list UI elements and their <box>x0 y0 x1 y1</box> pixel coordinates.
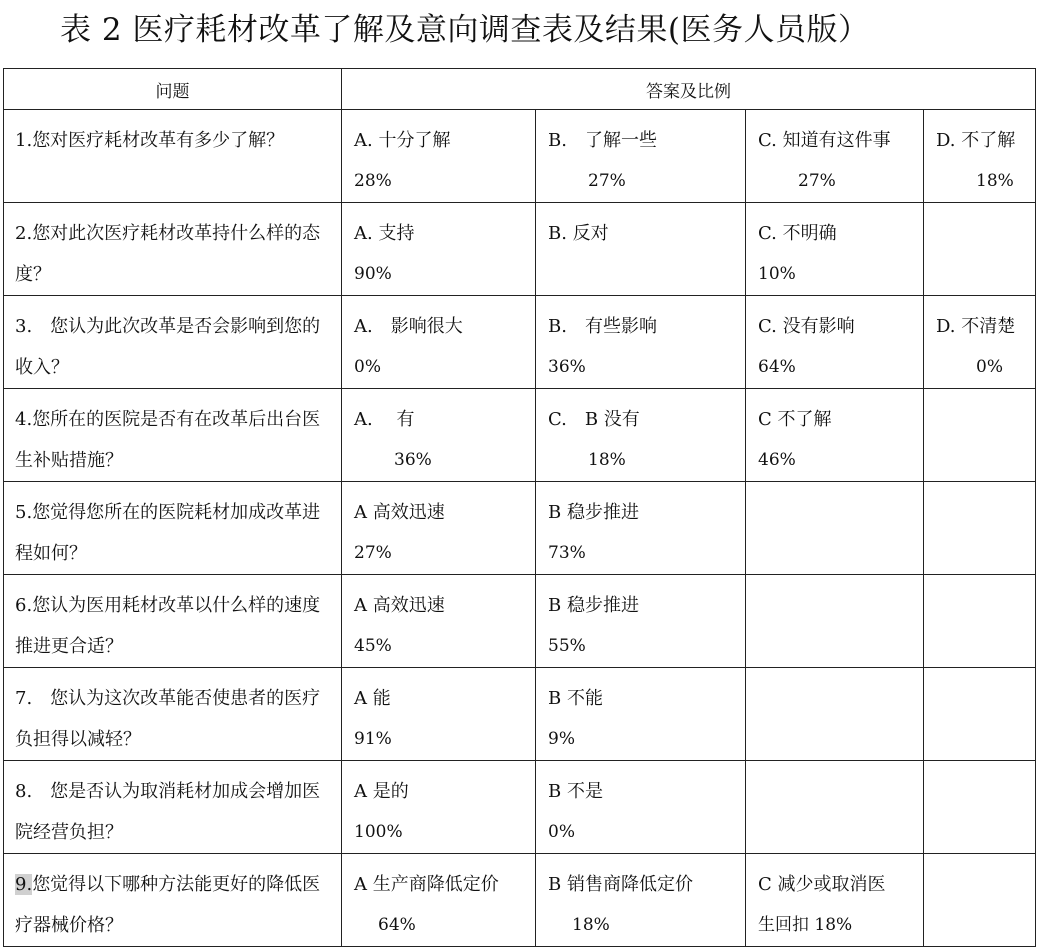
table-row <box>4 668 1036 761</box>
question-cell <box>4 854 342 947</box>
answer-percent: 90% <box>354 264 392 284</box>
question-text: 您认为此次改革是否会影响到您的收入？ <box>15 316 321 378</box>
answer-a-cell <box>342 296 536 389</box>
answer-percent: 64% <box>758 357 796 377</box>
answer-percent <box>936 626 1031 667</box>
answer-percent: 27% <box>354 543 392 563</box>
answer-label <box>936 864 1031 905</box>
question-number: 4. <box>15 409 33 430</box>
answer-b-cell <box>536 110 746 203</box>
answer-percent: 9% <box>548 729 575 749</box>
question-cell <box>4 575 342 668</box>
answer-label <box>936 213 1031 254</box>
answer-b-cell <box>536 389 746 482</box>
answer-c-cell <box>746 110 924 203</box>
answer-d-cell <box>924 761 1036 854</box>
answer-b-cell <box>536 482 746 575</box>
question-number: 2. <box>15 223 33 244</box>
question-number: 8. <box>15 781 33 802</box>
header-question: 问题 <box>4 69 342 110</box>
answer-percent <box>758 719 919 760</box>
question-number: 5. <box>15 502 33 523</box>
answer-c-cell <box>746 761 924 854</box>
answer-a-cell <box>342 854 536 947</box>
answer-percent: 10% <box>758 264 796 284</box>
answer-c-cell <box>746 575 924 668</box>
answer-label: B. 有些影响 <box>548 316 657 337</box>
question-cell <box>4 110 342 203</box>
answer-a-cell <box>342 668 536 761</box>
answer-percent: 0% <box>548 822 575 842</box>
header-answers: 答案及比例 <box>342 69 1036 110</box>
answer-label <box>936 771 1031 812</box>
answer-label: A 能 <box>354 688 391 709</box>
answer-label <box>758 678 919 719</box>
answer-label: A. 影响很大 <box>354 316 463 337</box>
answer-percent: 0% <box>976 357 1003 377</box>
answer-label <box>936 492 1031 533</box>
answer-percent: 36% <box>394 450 432 470</box>
answer-c-cell <box>746 296 924 389</box>
question-text: 您觉得您所在的医院耗材加成改革进程如何？ <box>15 502 321 564</box>
answer-c-cell <box>746 389 924 482</box>
answer-c-cell <box>746 203 924 296</box>
answer-percent: 0% <box>354 357 381 377</box>
answer-percent: 91% <box>354 729 392 749</box>
answer-percent: 46% <box>758 450 796 470</box>
answer-percent <box>936 812 1031 853</box>
answer-b-cell <box>536 575 746 668</box>
answer-percent: 55% <box>548 636 586 656</box>
answer-c-cell <box>746 854 924 947</box>
answer-d-cell <box>924 575 1036 668</box>
question-number: 6. <box>15 595 33 616</box>
answer-a-cell <box>342 761 536 854</box>
answer-label: B 稳步推进 <box>548 502 639 523</box>
answer-percent <box>548 254 741 295</box>
question-number: 1. <box>15 130 33 151</box>
answer-label: C 减少或取消医 <box>758 874 886 895</box>
answer-a-cell <box>342 389 536 482</box>
answer-d-cell <box>924 389 1036 482</box>
answer-percent <box>936 905 1031 946</box>
table-row <box>4 110 1036 203</box>
answer-label: C 不了解 <box>758 409 832 430</box>
answer-label: B. 了解一些 <box>548 130 657 151</box>
answer-label: A 生产商降低定价 <box>354 874 499 895</box>
answer-b-cell <box>536 296 746 389</box>
answer-a-cell <box>342 110 536 203</box>
question-cell <box>4 761 342 854</box>
answer-label: A. 十分了解 <box>354 130 451 151</box>
answer-label: B 稳步推进 <box>548 595 639 616</box>
question-text: 您对医疗耗材改革有多少了解？ <box>32 130 285 151</box>
question-cell <box>4 203 342 296</box>
table-row <box>4 761 1036 854</box>
table-row <box>4 482 1036 575</box>
answer-label: B 不是 <box>548 781 603 802</box>
answer-label: B. 反对 <box>548 223 609 244</box>
answer-b-cell <box>536 203 746 296</box>
answer-label <box>758 492 919 533</box>
answer-d-cell <box>924 203 1036 296</box>
answer-label: A. 有 <box>354 409 415 430</box>
question-cell <box>4 668 342 761</box>
answer-percent <box>936 254 1031 295</box>
answer-label: B 不能 <box>548 688 603 709</box>
answer-d-cell <box>924 668 1036 761</box>
answer-label: A 高效迅速 <box>354 502 445 523</box>
answer-percent <box>758 812 919 853</box>
question-text: 您所在的医院是否有在改革后出台医生补贴措施？ <box>15 409 321 471</box>
answer-percent <box>936 533 1031 574</box>
answer-b-cell <box>536 854 746 947</box>
answer-percent <box>936 719 1031 760</box>
answer-label: C. B 没有 <box>548 409 640 430</box>
question-cell <box>4 389 342 482</box>
answer-label <box>936 585 1031 626</box>
answer-percent: 27% <box>798 171 836 191</box>
answer-label: C. 不明确 <box>758 223 837 244</box>
question-number: 3. <box>15 316 33 337</box>
answer-percent <box>936 440 1031 481</box>
question-number: 7. <box>15 688 33 709</box>
answer-percent <box>758 626 919 667</box>
table-row <box>4 203 1036 296</box>
answer-percent: 64% <box>378 915 416 935</box>
answer-percent: 100% <box>354 822 403 842</box>
answer-percent: 18% <box>572 915 610 935</box>
answer-a-cell <box>342 575 536 668</box>
answer-label: B 销售商降低定价 <box>548 874 693 895</box>
answer-label: D. 不清楚 <box>936 316 1016 337</box>
answer-percent: 18% <box>588 450 626 470</box>
answer-d-cell <box>924 110 1036 203</box>
table-row <box>4 854 1036 947</box>
answer-label: C. 没有影响 <box>758 316 855 337</box>
question-cell <box>4 482 342 575</box>
question-cell <box>4 296 342 389</box>
answer-a-cell <box>342 203 536 296</box>
table-row <box>4 575 1036 668</box>
question-text: 您认为这次改革能否使患者的医疗负担得以减轻？ <box>15 688 321 750</box>
answer-percent: 27% <box>588 171 626 191</box>
answer-percent: 73% <box>548 543 586 563</box>
answer-label <box>936 399 1031 440</box>
question-text: 您认为医用耗材改革以什么样的速度推进更合适？ <box>15 595 321 657</box>
question-number: 9. <box>15 874 33 895</box>
table-title: 表 2 医疗耗材改革了解及意向调查表及结果(医务人员版） <box>60 12 870 48</box>
answer-label: A. 支持 <box>354 223 415 244</box>
answer-label <box>936 678 1031 719</box>
answer-c-cell <box>746 482 924 575</box>
question-text: 您觉得以下哪种方法能更好的降低医疗器械价格？ <box>15 874 321 936</box>
table-row <box>4 389 1036 482</box>
answer-percent: 36% <box>548 357 586 377</box>
answer-percent: 18% <box>976 171 1014 191</box>
answer-c-cell <box>746 668 924 761</box>
answer-label <box>758 585 919 626</box>
header-row <box>4 69 1036 110</box>
answer-a-cell <box>342 482 536 575</box>
table-row <box>4 296 1036 389</box>
answer-label: A 是的 <box>354 781 409 802</box>
question-text: 您是否认为取消耗材加成会增加医院经营负担？ <box>15 781 321 843</box>
answer-percent: 生回扣 18% <box>758 915 853 935</box>
answer-b-cell <box>536 761 746 854</box>
answer-percent <box>758 533 919 574</box>
answer-label <box>758 771 919 812</box>
answer-percent: 45% <box>354 636 392 656</box>
answer-percent: 28% <box>354 171 392 191</box>
answer-label: A 高效迅速 <box>354 595 445 616</box>
answer-label: D. 不了解 <box>936 130 1016 151</box>
answer-d-cell <box>924 296 1036 389</box>
answer-label: C. 知道有这件事 <box>758 130 891 151</box>
answer-d-cell <box>924 854 1036 947</box>
survey-table <box>3 68 1036 947</box>
question-text: 您对此次医疗耗材改革持什么样的态度？ <box>15 223 321 285</box>
answer-d-cell <box>924 482 1036 575</box>
answer-b-cell <box>536 668 746 761</box>
